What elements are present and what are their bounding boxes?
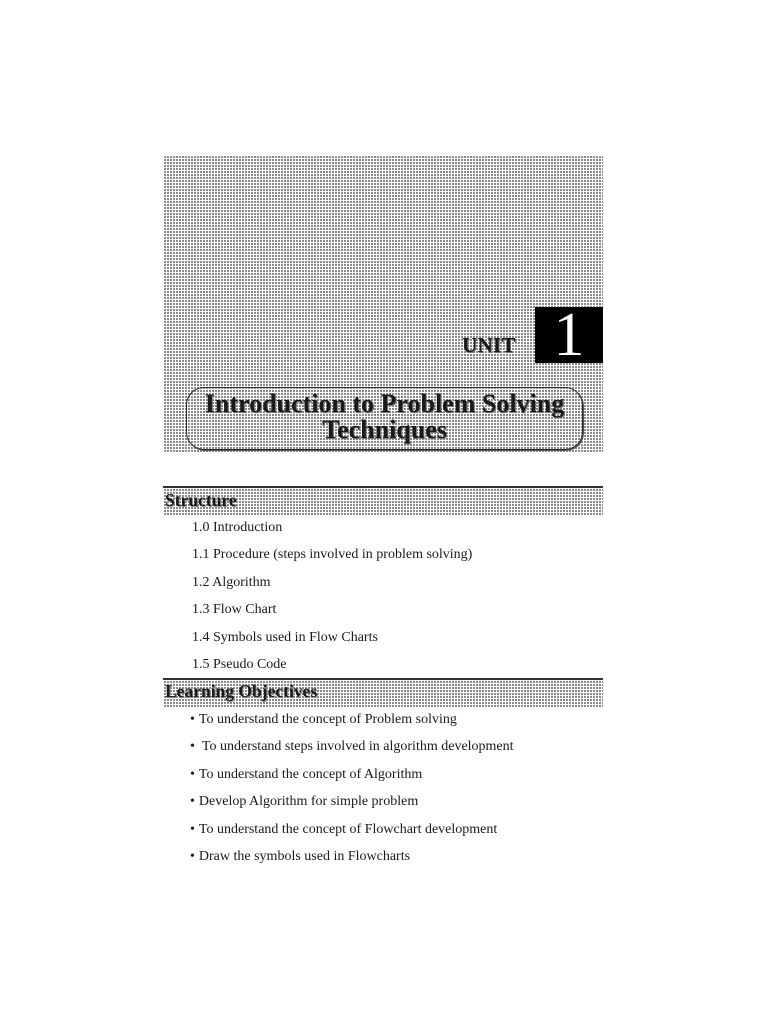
bullet-marker: •	[190, 794, 195, 810]
bullet-marker: •	[190, 739, 195, 755]
learning-objectives-heading: Learning Objectives	[165, 681, 318, 701]
objective-text: To understand the concept of Algorithm	[198, 766, 423, 782]
bullet-marker: •	[190, 849, 195, 865]
learning-objectives-list	[190, 706, 514, 870]
structure-item: 1.5 Pseudo Code	[192, 657, 287, 673]
objective-text: To understand steps involved in algorithm development	[201, 739, 514, 755]
objective-item	[190, 843, 514, 870]
bullet-marker: •	[190, 712, 195, 727]
chapter-title-line: Techniques	[322, 415, 447, 444]
structure-item: 1.1 Procedure (steps involved in problem solving)	[192, 547, 473, 563]
objective-text: Draw the symbols used in Flowcharts	[198, 849, 411, 865]
structure-item: 1.0 Introduction	[192, 520, 283, 535]
unit-number-box	[535, 301, 603, 369]
learning-objectives-heading-bar	[163, 678, 603, 707]
unit-number: 1	[553, 301, 585, 369]
bullet-marker: •	[190, 766, 195, 782]
structure-item: 1.3 Flow Chart	[192, 602, 277, 618]
structure-heading: Structure	[165, 490, 237, 510]
objective-text: To understand the concept of Problem solving	[198, 712, 457, 727]
structure-heading-bar	[163, 486, 603, 516]
unit-label: UNIT	[462, 333, 516, 357]
structure-item: 1.4 Symbols used in Flow Charts	[192, 629, 378, 645]
objective-item	[190, 733, 514, 760]
objective-item	[190, 706, 514, 733]
structure-item: 1.2 Algorithm	[192, 574, 271, 590]
objective-item	[190, 761, 514, 788]
chapter-title-line: Introduction to Problem Solving	[204, 389, 565, 418]
objective-text: Develop Algorithm for simple problem	[198, 794, 419, 810]
structure-list	[192, 514, 472, 678]
objective-item	[190, 816, 514, 843]
objective-item	[190, 788, 514, 815]
bullet-marker: •	[190, 821, 195, 837]
objective-text: To understand the concept of Flowchart development	[198, 821, 498, 837]
chapter-title-box	[186, 387, 583, 450]
chapter-header-panel	[163, 155, 603, 452]
